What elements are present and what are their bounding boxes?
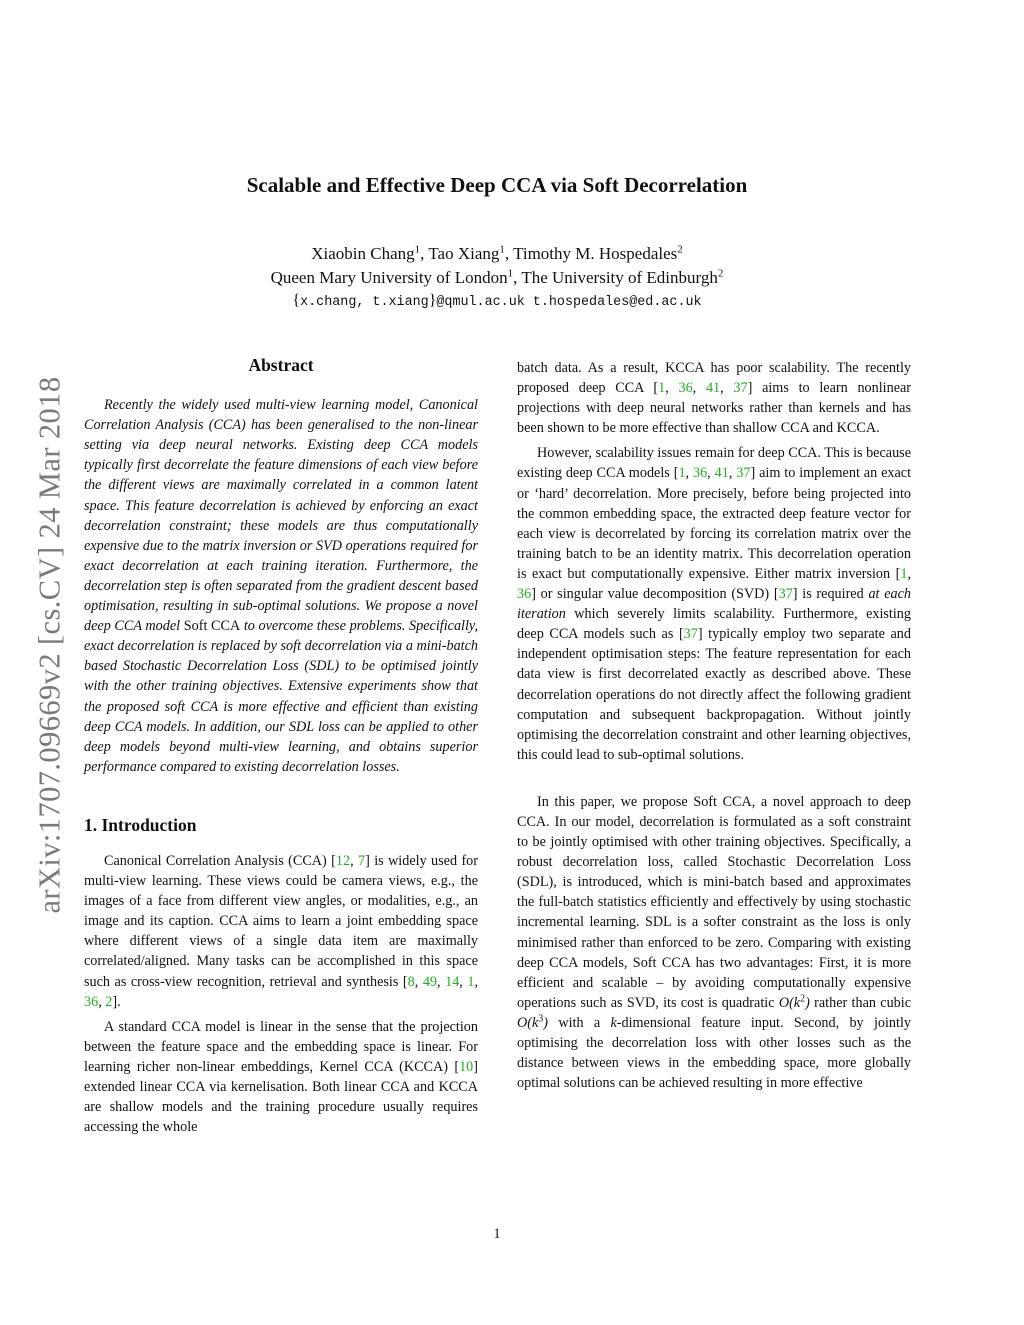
paragraph-text: batch data. As a result, KCCA has poor scalability. The recently proposed deep CCA [ [517, 360, 911, 397]
citation-link[interactable]: 10 [459, 1058, 474, 1075]
paragraph-text: In this paper, we propose Soft CCA, a novel approach to deep CCA. In our model, decorrelation is formulated as a soft constraint to be jointly optimised with other training objectives. Specifically, a robust decorrelation loss, called Stochastic Decorrelation Loss (SDL), is introduced, which is mini-batch based and approximates the full-batch statistics efficiently and effectively by using stochastic incremental learning. SDL is a softer constraint as the loss is only minimised rather than enforced to be zero. Comparing with existing deep CCA models, Soft CCA has two advantages: First, it is more efficient and scalable – by avoiding computationally expensive operations such as SVD, its cost is quadratic [517, 793, 911, 1011]
affiliation-separator: , [513, 268, 522, 287]
citation-link[interactable]: 12 [335, 852, 351, 869]
math-text: O(k [517, 1014, 539, 1031]
intro-paragraph-3 [517, 358, 911, 438]
citation-link[interactable]: 1 [467, 973, 475, 990]
math-exponent: 3 [538, 1013, 544, 1025]
paragraph-text: with a [548, 1014, 611, 1031]
paragraph-text: ] is required [792, 586, 869, 603]
citation-link[interactable]: 36 [678, 380, 693, 397]
abstract-model-name: Soft CCA [183, 618, 241, 635]
author-separator: , [504, 244, 514, 263]
paragraph-text: -dimensional feature input. Second, by jointly optimising the decorrelation loss with other losses such as the distance between views in the embedding space, more globally optimal solutions can be achieved resulting in more effective [517, 1014, 911, 1092]
paragraph-text: However, scalability issues remain for deep CCA. This is because existing deep CCA models [ [517, 445, 911, 482]
paragraph-text: , [720, 380, 734, 397]
affiliation-mark: 2 [717, 267, 724, 280]
paragraph-text: , [437, 973, 446, 990]
citation-link[interactable]: 37 [733, 380, 748, 397]
citation-link[interactable]: 7 [358, 852, 366, 869]
email-brace-close: } [428, 292, 437, 309]
arxiv-identifier: arXiv:1707.09669v2 [cs.CV] 24 Mar 2018 [32, 376, 67, 914]
affiliation-name: Queen Mary University of London [270, 268, 508, 287]
citation-link[interactable]: 36 [84, 993, 99, 1010]
complexity-cubic [517, 1015, 548, 1031]
paragraph-text: rather than cubic [809, 994, 911, 1011]
paragraph-text: ] extended linear CCA via kernelisation. Both linear CCA and KCCA are shallow models and the training procedure usually requires accessing the whole [84, 1058, 478, 1136]
right-column [517, 358, 911, 1093]
author-name: Tao Xiang [428, 244, 500, 263]
email-domains: @qmul.ac.uk t.hospedales@ed.ac.uk [436, 295, 702, 310]
citation-link[interactable]: 1 [658, 380, 666, 397]
citation-link[interactable]: 1 [900, 565, 908, 582]
email-group: x.chang, t.xiang [300, 295, 429, 310]
citation-link[interactable]: 36 [692, 465, 708, 482]
paragraph-text: , [350, 852, 359, 869]
math-exponent: 2 [800, 993, 806, 1005]
citation-link[interactable]: 41 [714, 465, 729, 482]
abstract-text [84, 395, 478, 777]
author-affiliation-mark: 1 [414, 243, 421, 256]
paragraph-text: , [728, 465, 737, 482]
paragraph-text: A standard CCA model is linear in the sense that the projection between the feature space and the embedding space is linear. For learning richer non-linear embeddings, Kernel CCA (KCCA) [ [84, 1018, 478, 1075]
paragraph-text: , [474, 973, 478, 990]
paragraph-text: , [907, 565, 911, 582]
paragraph-text: , [707, 465, 715, 482]
author-emails [0, 292, 994, 310]
citation-link[interactable]: 49 [422, 973, 438, 990]
citation-link[interactable]: 1 [678, 465, 686, 482]
page-number: 1 [493, 1226, 501, 1242]
citation-link[interactable]: 36 [517, 586, 532, 603]
author-name: Timothy M. Hospedales [513, 244, 678, 263]
intro-paragraph-5 [517, 792, 911, 1093]
paragraph-text: , [692, 380, 706, 397]
paragraph-text: , [459, 973, 468, 990]
paragraph-text: ] aims to learn nonlinear projections with deep neural networks rather than kernels and has been shown to be more effective than shallow CCA and KCCA. [517, 380, 912, 437]
paragraph-text: , [665, 380, 679, 397]
author-affiliation-mark: 2 [677, 243, 683, 256]
math-variable: k [610, 1014, 617, 1031]
citation-link[interactable]: 37 [683, 626, 698, 643]
paragraph-text: which severely limits scalability. Furthermore, existing deep CCA models such as [ [517, 606, 911, 643]
paragraph-text: ]. [112, 993, 121, 1010]
intro-paragraph-4 [517, 443, 911, 765]
paragraph-text: , [414, 973, 423, 990]
email-brace-open: { [292, 292, 301, 309]
affiliation-name: The University of Edinburgh [521, 268, 718, 287]
citation-link[interactable]: 8 [407, 973, 415, 990]
citation-link[interactable]: 14 [445, 973, 460, 990]
left-column [84, 355, 478, 1137]
author-separator: , [420, 244, 429, 263]
paragraph-text: ] is widely used for multi-view learning. These views could be camera views, e.g., the images of a face from different view angles, or modalities, e.g., an image and its caption. CCA aims to learn a joint embedding space where different views of a single data item are maximally correlated/aligned. Many tasks can be accomplished in this space such as cross-view recognition, retrieval and synthesis [ [84, 852, 478, 990]
introduction-heading: 1. Introduction [84, 814, 197, 835]
paragraph-text: ] or singular value decomposition (SVD) [ [531, 586, 779, 603]
author-list [0, 242, 994, 266]
author-block [0, 242, 994, 290]
intro-paragraph-2 [84, 1017, 478, 1138]
citation-link[interactable]: 37 [778, 586, 793, 603]
abstract-text-part: Recently the widely used multi-view learning model, Canonical Correlation Analysis (CCA) has been generalised to the non-linear setting via deep neural networks. Existing deep CCA models typically first decorrelate the feature dimensions of each view before the different views are maximally correlated in a common latent space. This feature decorrelation is achieved by enforcing an exact decorrelation constraint; these models are thus computationally expensive due to the matrix inversion or SVD operations required for exact decorrelation at each training iteration. Furthermore, the decorrelation step is often separated from the gradient descent based optimisation, resulting in sub-optimal solutions. We propose a novel deep CCA model [84, 397, 478, 635]
abstract-text-part: to overcome these problems. Specifically, exact decorrelation is replaced by soft decorrelation via a mini-batch based Stochastic Decorrelation Loss (SDL) to be optimised jointly with the other training objectives. Extensive experiments show that the proposed soft CCA is more effective and efficient than existing deep CCA models. In addition, our SDL loss can be applied to other deep models beyond multi-view learning, and obtains superior performance compared to existing decorrelation losses. [84, 618, 478, 775]
paragraph-text: Canonical Correlation Analysis (CCA) [ [104, 852, 336, 869]
author-name: Xiaobin Chang [311, 244, 415, 263]
citation-link[interactable]: 41 [705, 380, 721, 397]
citation-link[interactable]: 2 [105, 993, 113, 1010]
paragraph-text: , [98, 993, 106, 1010]
math-text: O(k [778, 994, 801, 1011]
emphasis-text: at each iteration [517, 586, 911, 623]
citation-link[interactable]: 37 [736, 465, 751, 482]
author-affiliation-mark: 1 [499, 243, 505, 256]
complexity-quadratic [779, 995, 810, 1011]
paragraph-text: ] aim to implement an exact or ‘hard’ decorrelation. More precisely, before being projected into the common embedding space, the extracted deep feature vector for each view is decorrelated by forcing its correlation matrix over the training batch to be an identity matrix. This decorrelation operation is exact but computationally expensive. Either matrix inversion [ [517, 465, 912, 582]
intro-paragraph-1 [84, 851, 478, 1012]
paper-title: Scalable and Effective Deep CCA via Soft Decorrelation [246, 173, 748, 197]
paragraph-text: ] typically employ two separate and independent optimisation steps: The feature representation for each data view is first decorrelated exactly as described above. These decorrelation operations do not directly affect the following gradient computation and subsequent backpropagation. Without jointly optimising the decorrelation constraint and other learning objectives, this could lead to sub-optimal solutions. [517, 626, 911, 763]
affiliation-mark: 1 [507, 267, 514, 280]
abstract-heading: Abstract [248, 355, 314, 375]
paragraph-text: , [685, 465, 693, 482]
math-text: ) [543, 1014, 549, 1031]
math-text: ) [805, 994, 810, 1011]
affiliation-list [0, 266, 994, 290]
